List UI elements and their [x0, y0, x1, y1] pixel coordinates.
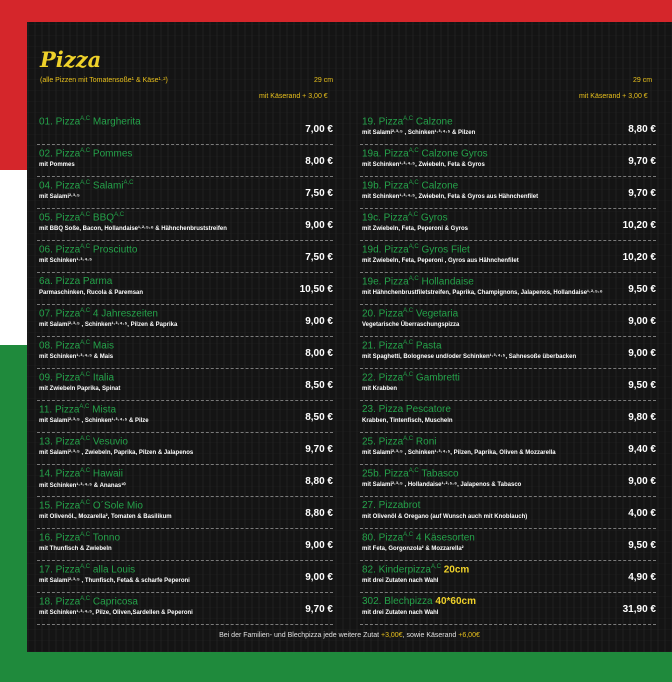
item-price: 10,50 €	[299, 284, 333, 295]
item-price: 9,00 €	[305, 220, 333, 231]
item-name-main: 08. Pizza	[39, 340, 81, 352]
item-size-highlight: 40*60cm	[435, 596, 476, 607]
item-price: 8,50 €	[305, 380, 333, 391]
item-description: mit Schinken¹·³·⁴·⁵, Pilze, Oliven,Sardellen & Peperoni	[39, 610, 193, 616]
menu-item	[360, 593, 656, 625]
item-description: mit Salami²·³·⁵	[39, 194, 80, 200]
footer-text-1: Bei der Familien- und Blechpizza jede weitere Zutat	[219, 632, 381, 639]
item-price: 9,50 €	[628, 380, 656, 391]
item-name-main: 19c. Pizza	[362, 212, 409, 224]
item-description: mit Salami²·³·⁵ , Schinken¹·³·⁴·⁵ & Pilze	[39, 418, 149, 424]
item-name-variant: Gyros Filet	[418, 244, 470, 256]
menu-item	[37, 145, 333, 177]
item-price: 9,70 €	[305, 444, 333, 455]
allergen-code: A,C	[408, 244, 419, 250]
menu-column-right	[360, 113, 656, 625]
item-name-main: 05. Pizza	[39, 212, 81, 224]
allergen-code: A,C	[123, 180, 134, 186]
item-name	[362, 180, 458, 191]
item-price: 8,00 €	[305, 156, 333, 167]
item-price: 9,80 €	[628, 412, 656, 423]
cheese-crust-header-right: mit Käserand + 3,00 €	[579, 93, 648, 100]
menu-item	[37, 593, 333, 625]
allergen-code: A,C	[80, 564, 91, 570]
menu-footer	[27, 632, 672, 639]
allergen-code: A,C	[79, 404, 90, 410]
item-name-main: 302. Blechpizza	[362, 596, 433, 607]
menu-item	[360, 529, 656, 561]
item-name	[39, 532, 120, 543]
item-name-main: 02. Pizza	[39, 148, 81, 160]
item-name-variant: Prosciutto	[90, 244, 138, 256]
item-name	[362, 116, 453, 127]
item-price: 9,50 €	[628, 540, 656, 551]
menu-item	[360, 305, 656, 337]
item-name	[362, 468, 459, 479]
menu-item	[37, 497, 333, 529]
menu-item	[360, 433, 656, 465]
item-name	[39, 404, 116, 415]
item-name	[39, 372, 114, 383]
allergen-code: A,C	[408, 212, 419, 218]
menu-item	[360, 113, 656, 145]
menu-item	[37, 305, 333, 337]
menu-item	[37, 177, 333, 209]
menu-item	[360, 465, 656, 497]
item-name	[362, 564, 469, 575]
allergen-code: A,C	[408, 468, 419, 474]
menu-item	[37, 337, 333, 369]
item-name	[362, 596, 476, 607]
item-name-main: 18. Pizza	[39, 596, 81, 608]
allergen-code: A,C	[403, 532, 414, 538]
item-name-variant: 4 Jahreszeiten	[90, 308, 158, 320]
item-name	[362, 340, 442, 351]
item-description: mit Salami²·³·⁵ , Schinken¹·³·⁴·⁵ & Pilzen	[362, 130, 476, 136]
item-name-variant: Tonno	[90, 532, 120, 544]
menu-item	[37, 209, 333, 241]
allergen-code: A,C	[80, 308, 91, 314]
item-name-main: 14. Pizza	[39, 468, 81, 480]
item-price: 10,20 €	[622, 252, 656, 263]
item-name-main: 80. Pizza	[362, 532, 404, 544]
item-price: 31,90 €	[622, 604, 656, 615]
item-price: 9,00 €	[305, 572, 333, 583]
menu-item	[360, 209, 656, 241]
footer-amount-1: +3,00€	[380, 632, 403, 639]
allergen-code: A,C	[80, 180, 91, 186]
allergen-code: A,C	[408, 276, 419, 282]
menu-item	[37, 465, 333, 497]
item-name-variant: BBQ	[90, 212, 115, 224]
item-price: 8,50 €	[305, 412, 333, 423]
item-name-variant: 4 Käsesorten	[413, 532, 475, 544]
allergen-code: A,C	[80, 244, 91, 250]
item-description: mit Schinken¹·³·⁴·⁵, Zwiebeln, Feta & Gyros aus Hähnchenfilet	[362, 194, 539, 200]
item-name-variant: Pasta	[413, 340, 442, 352]
allergen-code: A,C	[403, 340, 414, 346]
item-name-variant: Mais	[90, 340, 115, 352]
item-price: 8,80 €	[305, 476, 333, 487]
item-description: mit Spaghetti, Bolognese und/oder Schinken¹·³·⁴·⁵, Sahnesoße überbacken	[362, 354, 577, 360]
item-name	[39, 308, 158, 319]
item-description: mit BBQ Soße, Bacon, Hollandaise¹·²·⁵·⁶ & Hähnchenbruststreifen	[39, 226, 227, 232]
item-price: 8,00 €	[305, 348, 333, 359]
item-name	[362, 404, 451, 415]
item-name	[39, 276, 112, 287]
item-name-variant: Pommes	[90, 148, 133, 160]
item-name-main: 11. Pizza	[39, 404, 80, 416]
menu-item	[37, 401, 333, 433]
item-name-main: 6a. Pizza Parma	[39, 276, 113, 287]
item-description: mit Salami²·³·⁵ , Schinken¹·³·⁴·⁵, Pilzen & Paprika	[39, 322, 178, 328]
item-name-main: 19b. Pizza	[362, 180, 409, 192]
item-name-main: 21. Pizza	[362, 340, 404, 352]
menu-item	[360, 401, 656, 433]
allergen-code: A,C	[80, 596, 91, 602]
item-name	[362, 532, 475, 543]
item-name-main: 27. Pizzabrot	[362, 500, 421, 511]
allergen-code: A,C	[80, 372, 91, 378]
item-description: mit Salami²·³·⁵ , Schinken¹·³·⁴·⁵, Pilzen, Paprika, Oliven & Mozzarella	[362, 450, 556, 456]
menu-item	[37, 273, 333, 305]
item-price: 9,50 €	[628, 284, 656, 295]
menu-title: Pizza	[40, 47, 102, 72]
item-price: 9,00 €	[628, 476, 656, 487]
item-name-variant: Tabasco	[418, 468, 459, 480]
menu-item	[37, 241, 333, 273]
item-description: mit Schinken¹·³·⁴·⁵, Zwiebeln, Feta & Gyros	[362, 162, 485, 168]
item-name	[362, 436, 437, 447]
item-name	[39, 116, 141, 127]
item-name	[39, 436, 128, 447]
item-name	[362, 372, 460, 383]
item-price: 10,20 €	[622, 220, 656, 231]
menu-item	[360, 241, 656, 273]
item-name	[39, 212, 124, 223]
allergen-code: A,C	[408, 180, 419, 186]
item-price: 7,50 €	[305, 252, 333, 263]
item-price: 9,00 €	[628, 316, 656, 327]
item-price: 7,50 €	[305, 188, 333, 199]
allergen-code: A,C	[80, 340, 91, 346]
item-description: Parmaschinken, Rucola & Paremsan	[39, 290, 144, 296]
menu-item	[360, 337, 656, 369]
item-name-variant: Margherita	[90, 116, 141, 128]
item-name	[39, 596, 138, 607]
allergen-code: A,C	[80, 212, 91, 218]
menu-item	[37, 529, 333, 561]
item-name-main: 04. Pizza	[39, 180, 81, 192]
item-name-variant: Italia	[90, 372, 115, 384]
item-description: mit Feta, Gorgonzola² & Mozzarella²	[362, 546, 464, 552]
item-name-variant: Vegetaria	[413, 308, 459, 320]
item-name-main: 13. Pizza	[39, 436, 81, 448]
item-name-variant: O´Sole Mio	[90, 500, 143, 512]
item-description: mit Hähnchenbrustfiletstreifen, Paprika, Champignons, Jalapenos, Hollandaise¹·²·⁵·⁶	[362, 290, 603, 296]
item-price: 4,00 €	[628, 508, 656, 519]
item-name	[362, 212, 448, 223]
item-name-main: 19a. Pizza	[362, 148, 409, 160]
allergen-code: A,C	[430, 564, 441, 570]
item-name	[362, 500, 420, 511]
item-name	[362, 276, 474, 287]
cheese-crust-header-left: mit Käserand + 3,00 €	[259, 93, 328, 100]
item-description: mit Schinken¹·³·⁴·⁵ & Ananas¹⁰	[39, 483, 126, 489]
allergen-code: A,C	[80, 468, 91, 474]
allergen-code: A,C	[80, 532, 91, 538]
item-description: mit Salami²·³·⁵ , Thunfisch, Feta& & scharfe Peperoni	[39, 578, 190, 584]
menu-item	[360, 369, 656, 401]
item-name-main: 09. Pizza	[39, 372, 81, 384]
item-name	[39, 564, 135, 575]
item-name-main: 19d. Pizza	[362, 244, 409, 256]
footer-amount-2: +6,00€	[458, 632, 480, 639]
allergen-code: A,C	[80, 500, 91, 506]
item-description: mit Thunfisch & Zwiebeln	[39, 546, 112, 552]
item-name-main: 06. Pizza	[39, 244, 81, 256]
item-description: mit drei Zutaten nach Wahl	[362, 610, 439, 616]
item-price: 9,00 €	[628, 348, 656, 359]
footer-text-2: , sowie Käserand	[402, 632, 459, 639]
item-price: 9,00 €	[305, 316, 333, 327]
item-name-main: 15. Pizza	[39, 500, 81, 512]
item-price: 8,80 €	[305, 508, 333, 519]
item-name-variant: Capricosa	[90, 596, 138, 608]
item-description: mit Pommes	[39, 162, 75, 168]
item-name-variant: Gambretti	[413, 372, 460, 384]
allergen-code: A,C	[80, 148, 91, 154]
menu-item	[360, 145, 656, 177]
allergen-code: A,C	[114, 212, 125, 218]
item-description: mit Schinken¹·³·⁴·⁵ & Mais	[39, 354, 114, 360]
item-name-variant: Salami	[90, 180, 124, 192]
item-name-main: 25. Pizza	[362, 436, 404, 448]
item-name	[362, 148, 488, 159]
item-price: 4,90 €	[628, 572, 656, 583]
size-header-right: 29 cm	[633, 77, 653, 84]
item-description: mit Zwiebeln, Feta, Peperoni & Gyros	[362, 226, 469, 232]
allergen-code: A,C	[403, 116, 414, 122]
item-name-variant: Vesuvio	[90, 436, 128, 448]
item-size-highlight: 20cm	[443, 564, 470, 576]
menu-item	[360, 497, 656, 529]
item-description: mit Zwiebeln Paprika, Spinat	[39, 386, 121, 392]
menu-item	[360, 273, 656, 305]
item-name	[362, 308, 458, 319]
menu-item	[37, 433, 333, 465]
item-name-main: 17. Pizza	[39, 564, 81, 576]
item-price: 9,00 €	[305, 540, 333, 551]
item-description: mit Olivenöl., Mozarella², Tomaten & Basilikum	[39, 514, 172, 520]
item-name-main: 16. Pizza	[39, 532, 81, 544]
item-description: mit Salami²·³·⁵ , Zwiebeln, Paprika, Pilzen & Jalapenos	[39, 450, 194, 456]
menu-item	[37, 369, 333, 401]
size-header-left: 29 cm	[314, 77, 334, 84]
item-name-variant: Mista	[89, 404, 117, 416]
item-name-main: 82. Kinderpizza	[362, 564, 431, 576]
item-name	[39, 244, 137, 255]
item-name-variant: Calzone	[413, 116, 453, 128]
allergen-code: A,C	[80, 436, 91, 442]
item-name-main: 23. Pizza Pescatore	[362, 404, 451, 415]
item-description: mit Olivenöl & Oregano (auf Wunsch auch mit Knoblauch)	[362, 514, 528, 520]
item-name	[39, 340, 114, 351]
item-name-main: 07. Pizza	[39, 308, 81, 320]
item-name-main: 19. Pizza	[362, 116, 404, 128]
item-name-variant: Hawaii	[90, 468, 123, 480]
item-description: Krabben, Tintenfisch, Muscheln	[362, 418, 453, 424]
allergen-code: A,C	[403, 436, 414, 442]
item-name-variant: Roni	[413, 436, 437, 448]
item-description: Vegetarische Überraschungspizza	[362, 322, 460, 328]
item-name	[39, 500, 143, 511]
item-price: 9,40 €	[628, 444, 656, 455]
item-name-variant: Calzone Gyros	[418, 148, 488, 160]
item-name-variant: Hollandaise	[418, 276, 474, 288]
item-price: 9,70 €	[305, 604, 333, 615]
menu-item	[360, 177, 656, 209]
item-name-main: 20. Pizza	[362, 308, 404, 320]
item-name	[39, 468, 123, 479]
item-description: mit Schinken¹·³·⁴·⁵	[39, 258, 93, 264]
item-name-main: 22. Pizza	[362, 372, 404, 384]
item-name-variant: Calzone	[418, 180, 459, 192]
item-price: 8,80 €	[628, 124, 656, 135]
item-description: mit Salami²·³·⁵ , Hollandaise¹·²·⁵·⁶, Jalapenos & Tabasco	[362, 482, 522, 488]
item-name-main: 25b. Pizza	[362, 468, 409, 480]
menu-item	[37, 561, 333, 593]
menu-item	[360, 561, 656, 593]
item-name-main: 01. Pizza	[39, 116, 81, 128]
item-price: 9,70 €	[628, 156, 656, 167]
item-description: mit drei Zutaten nach Wahl	[362, 578, 439, 584]
menu-subtitle: (alle Pizzen mit Tomatensoße¹ & Käse¹·²)	[40, 77, 168, 84]
allergen-code: A,C	[80, 116, 91, 122]
allergen-code: A,C	[403, 372, 414, 378]
item-name-variant: Gyros	[418, 212, 448, 224]
item-name	[39, 180, 134, 191]
item-name	[39, 148, 132, 159]
allergen-code: A,C	[403, 308, 414, 314]
menu-item	[37, 113, 333, 145]
item-name-variant: alla Louis	[90, 564, 136, 576]
item-price: 9,70 €	[628, 188, 656, 199]
item-description: mit Zwiebeln, Feta, Peperoni , Gyros aus Hähnchenfilet	[362, 258, 519, 264]
item-price: 7,00 €	[305, 124, 333, 135]
item-name	[362, 244, 470, 255]
item-name-main: 19e. Pizza	[362, 276, 409, 288]
allergen-code: A,C	[408, 148, 419, 154]
menu-column-left	[37, 113, 333, 625]
item-description: mit Krabben	[362, 386, 398, 392]
